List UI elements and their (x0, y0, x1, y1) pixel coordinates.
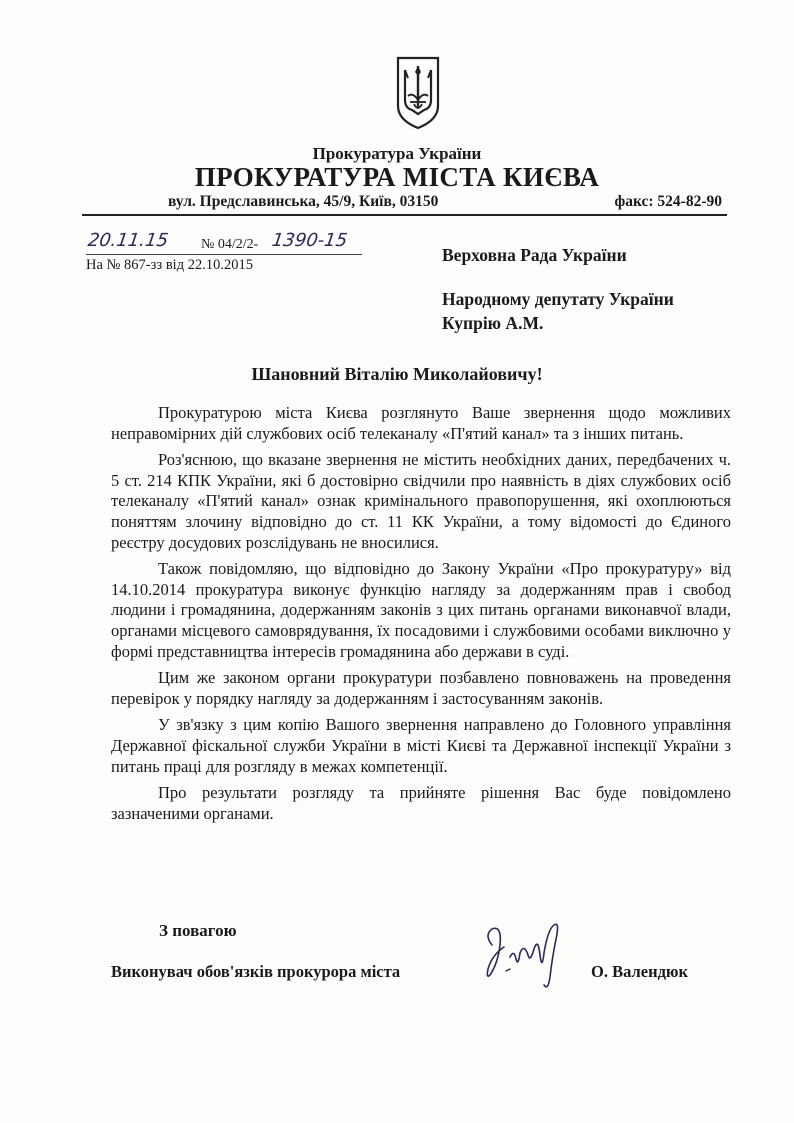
reference-number-value: 1390-15 (270, 230, 349, 251)
addressee-line-1: Верховна Рада України (442, 245, 627, 265)
paragraph-6: Про результати розгляду та прийняте рішення Вас буде повідомлено зазначеними органами. (111, 783, 731, 823)
trident-emblem-icon (394, 56, 442, 130)
signer-position: Виконувач обов'язків прокурора міста (111, 962, 401, 981)
addressee-line-2: Народному депутату України (442, 289, 674, 309)
letter-body (111, 403, 731, 830)
addressee-line-3: Купрію А.М. (442, 313, 544, 333)
signer-name: О. Валендюк (591, 962, 689, 981)
paragraph-3: Також повідомляю, що відповідно до Закону України «Про прокуратуру» від 14.10.2014 прокуратура виконує функцію нагляду за додержанням прав і свобод людини і громадянина, додержанням законів з цих питань органами виконавчої влади, органами місцевого самоврядування, їх посадовими і службовими особами виключно у формі представництва інтересів громадянина або держави в суді. (111, 559, 731, 661)
reference-number-label: № 04/2/2- (201, 237, 259, 252)
paragraph-2: Роз'яснюю, що вказане звернення не містить необхідних даних, передбачених ч. 5 ст. 214 КПК України, які б достовірно свідчили про наявність в діях службових осіб телеканалу «П'ятий канал» ознак кримінального правопорушення, які охоплюються поняттям злочину відповідно до ст. 11 КК України, а тому відомості до Єдиного реєстру досудових розслідувань не вносилися. (111, 450, 731, 552)
org-name: ПРОКУРАТУРА МІСТА КИЄВА (194, 162, 600, 192)
org-address: вул. Предславинська, 45/9, Київ, 03150 (168, 193, 439, 210)
paragraph-5: У зв'язку з цим копію Вашого звернення направлено до Головного управління Державної фіскальної служби України в місті Києві та Державної інспекції України з питань праці для розгляду в межах компетенції. (111, 715, 731, 776)
closing-regards: З повагою (159, 921, 237, 940)
org-parent: Прокуратура України (312, 144, 482, 163)
org-fax: факс: 524-82-90 (614, 193, 722, 210)
salutation: Шановний Віталію Миколайовичу! (251, 364, 543, 384)
header-divider (82, 214, 727, 216)
reference-reply-to: На № 867-зз від 22.10.2015 (86, 257, 253, 273)
paragraph-1: Прокуратурою міста Києва розглянуто Ваше звернення щодо можливих неправомірних дій службових осіб телеканалу «П'ятий канал» та з інших питань. (111, 403, 731, 443)
paragraph-4: Цим же законом органи прокуратури позбавлено повноважень на проведення перевірок у порядку нагляду за додержанням і застосуванням законів. (111, 668, 731, 708)
reference-date: 20.11.15 (86, 230, 170, 251)
handwritten-signature (470, 905, 590, 1000)
